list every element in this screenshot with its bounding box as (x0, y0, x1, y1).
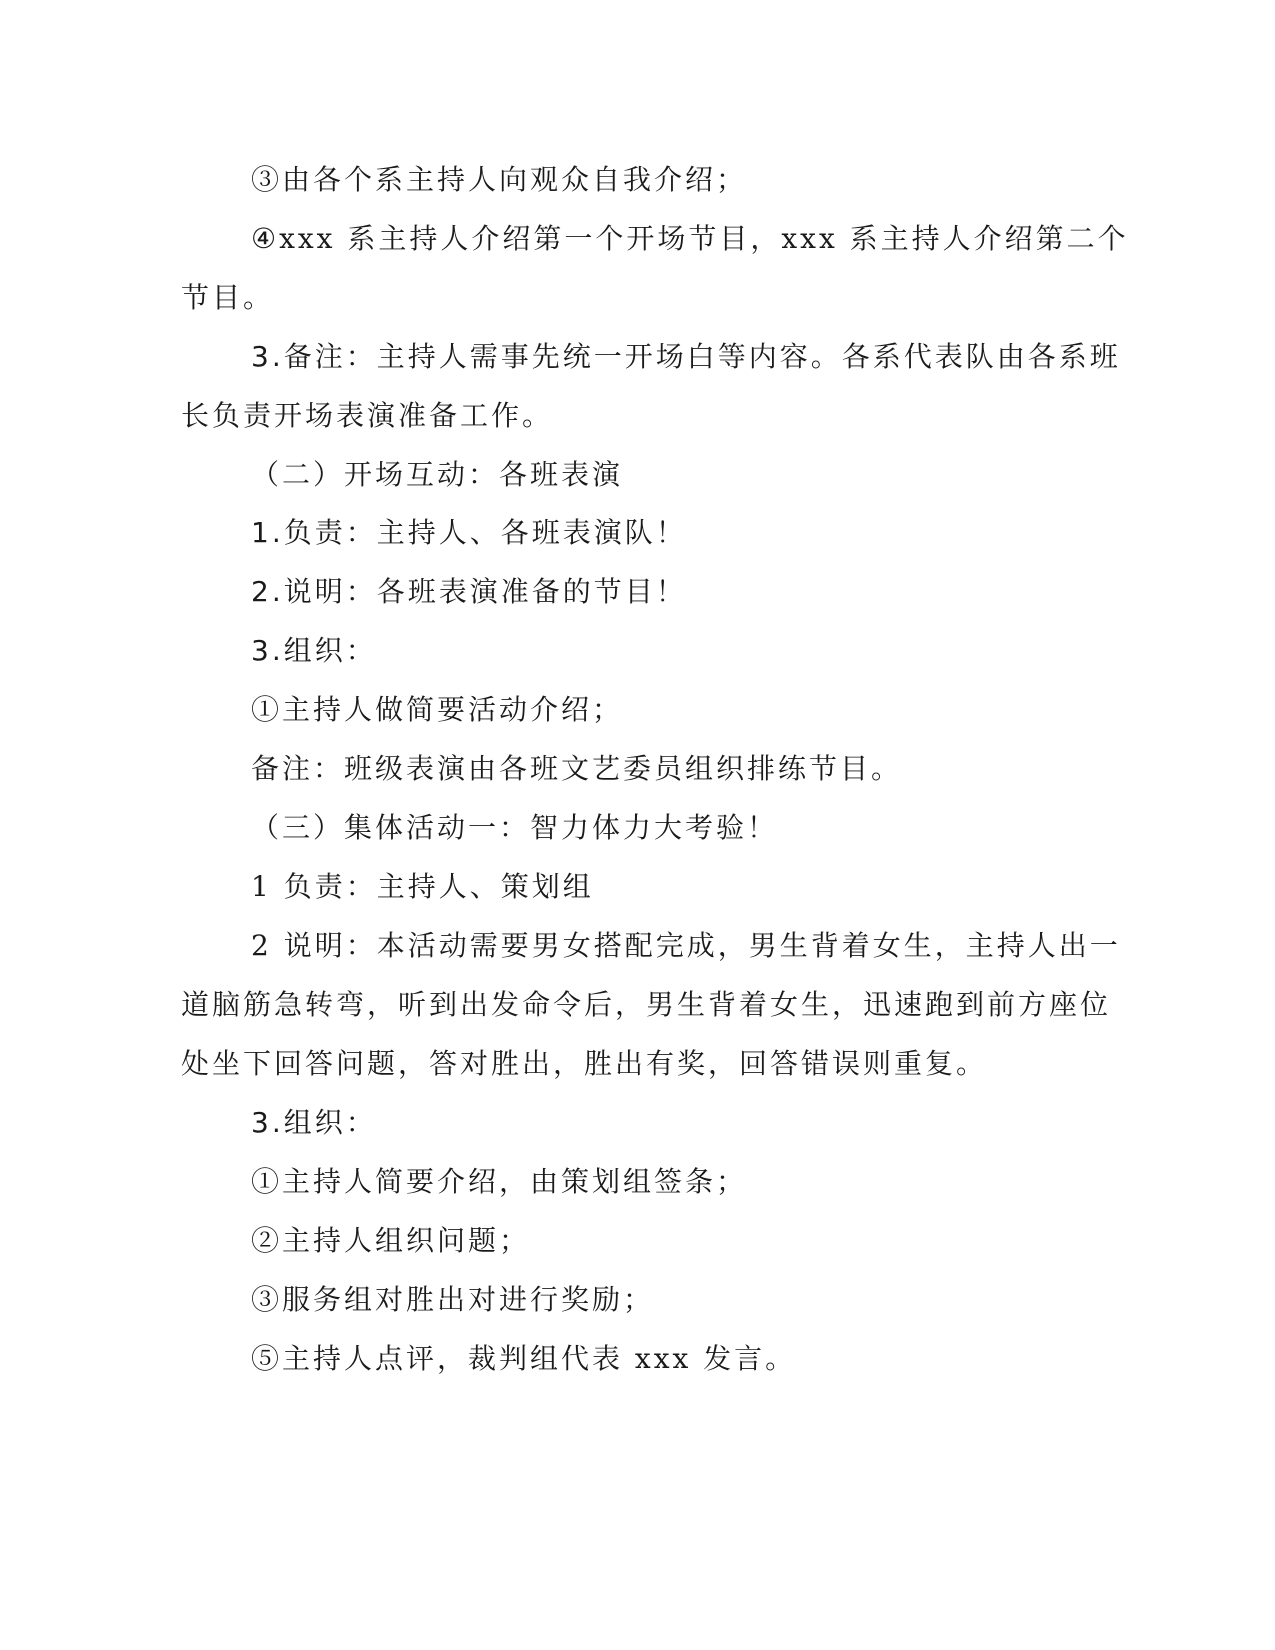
text-line: 1.负责：主持人、各班表演队！ (251, 516, 687, 549)
text-line: 2 说明：本活动需要男女搭配完成，男生背着女生，主持人出一 (251, 929, 1121, 962)
text-line: 2.说明：各班表演准备的节目！ (251, 575, 687, 608)
text-line: 节目。 (181, 281, 275, 314)
text-line: 备注：班级表演由各班文艺委员组织排练节目。 (251, 752, 903, 785)
text-line: 1 负责：主持人、策划组 (251, 870, 594, 903)
text-line: 3.备注：主持人需事先统一开场白等内容。各系代表队由各系班 (251, 340, 1121, 373)
text-line: 处坐下回答问题，答对胜出，胜出有奖，回答错误则重复。 (181, 1047, 988, 1080)
text-line: ②主持人组织问题； (251, 1224, 531, 1257)
section-heading: （三）集体活动一：智力体力大考验！ (251, 811, 779, 844)
text-line: 3.组织： (251, 1106, 377, 1139)
text-line: 道脑筋急转弯，听到出发命令后，男生背着女生，迅速跑到前方座位 (181, 988, 1112, 1021)
text-line: ④xxx 系主持人介绍第一个开场节目，xxx 系主持人介绍第二个 (251, 222, 1129, 255)
section-heading: （二）开场互动：各班表演 (251, 458, 624, 491)
text-line: ①主持人简要介绍，由策划组签条； (251, 1165, 748, 1198)
text-line: ⑤主持人点评，裁判组代表 xxx 发言。 (251, 1342, 797, 1375)
text-line: ①主持人做简要活动介绍； (251, 693, 624, 726)
text-line: 长负责开场表演准备工作。 (181, 399, 554, 432)
text-line: 3.组织： (251, 634, 377, 667)
text-line: ③服务组对胜出对进行奖励； (251, 1283, 655, 1316)
text-line: ③由各个系主持人向观众自我介绍； (251, 163, 748, 196)
